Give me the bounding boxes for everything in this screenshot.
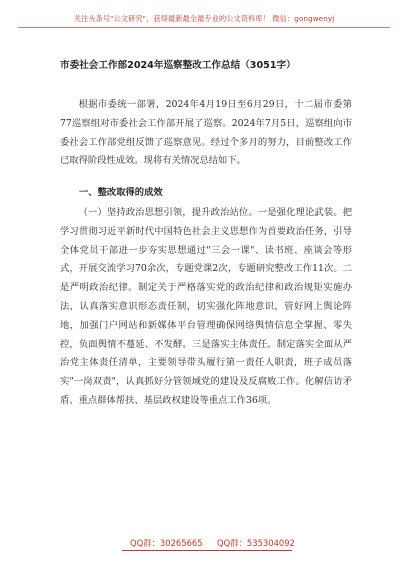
section-heading: 一、整改取得的成效 [79, 187, 163, 198]
document-title: 市委社会工作部2024年巡察整改工作总结（3051字） [60, 60, 296, 71]
footer-underline [122, 550, 292, 551]
intro-paragraph: 根据市委统一部署，2024年4月19日至6月29日，十二届市委第77巡察组对市委社会工作部开展了巡察。2024年7月5日，巡察组向市委社会工作部党组反馈了巡察意见。经过个多月的努力，目前整改工作已取得阶段性成效。现将有关情况总结如下。 [60, 99, 352, 167]
footer-qq-group-2: QQ群：535304092 [217, 538, 295, 548]
section-paragraph: （一）坚持政治思想引领，提升政治站位。一是强化理论武装。把学习贯彻习近平新时代中国特色社会主义思想作为首要政治任务，引导全体党员干部进一步夯实思想通过"三会一课"、读书班、座谈会等形式，开展交流学习70余次，专题党课2次，专题研究整改工作11次。二是严明政治纪律。制定关于严格落实党的政治纪律和政治规矩实施办法，认真落实意识形态责任制，切实强化阵地意识，管好网上舆论阵地，加强门户网站和新媒体平台管理确保网络舆情信息全掌握、零失控，负面舆情不蔓延、不发酵。三是落实主体责任。制定落实全面从严治党主体责任清单，主要领导带头履行第一责任人职责，班子成员落实"一岗双责"，认真抓好分管领域党的建设及反腐败工作。化解信访矛盾、重点群体帮扶、基层政权建设等重点工作36项。 [60, 207, 352, 406]
footer-qq-group-1: QQ群：30265665 [130, 538, 203, 548]
header-banner: 关注头条号"公文研究"，获得最新最全最专业的公文资料库！ 微信：gongwenyj [73, 14, 335, 23]
header-divider [18, 27, 390, 28]
footer [0, 537, 408, 549]
